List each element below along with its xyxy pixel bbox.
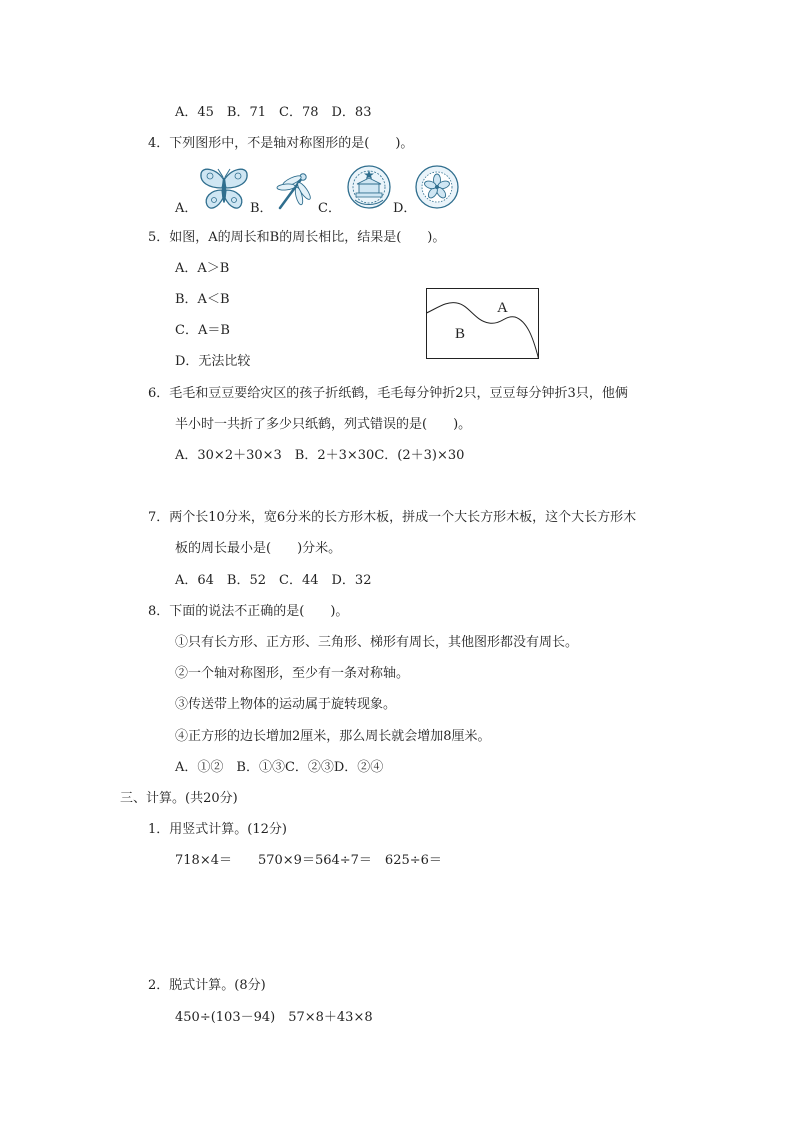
q4-label-a: A． xyxy=(175,201,198,216)
butterfly-icon xyxy=(198,166,250,212)
bauhinia-emblem-icon xyxy=(414,164,460,210)
q5-stem: 5．如图，A的周长和B的周长相比，结果是( )。 xyxy=(148,230,446,245)
q6-options: A．30×2＋30×3 B．2＋3×30C．(2＋3)×30 xyxy=(175,448,465,463)
q5-option-d: D．无法比较 xyxy=(175,354,251,369)
q5-figure xyxy=(425,287,541,361)
national-emblem-icon xyxy=(346,164,392,210)
q3-options: A．45 B．71 C．78 D．83 xyxy=(175,105,372,120)
q6-line2: 半小时一共折了多少只纸鹤，列式错误的是( )。 xyxy=(175,417,472,432)
section3-part2-exprs: 450÷(103－94) 57×8＋43×8 xyxy=(175,1010,373,1025)
dragonfly-icon xyxy=(272,170,312,212)
q8-stem: 8．下面的说法不正确的是( )。 xyxy=(148,604,349,619)
q6-line1: 6．毛毛和豆豆要给灾区的孩子折纸鹤，毛毛每分钟折2只，豆豆每分钟折3只，他俩 xyxy=(148,386,628,401)
q5-option-c: C．A＝B xyxy=(175,323,230,338)
q8-statement-3: ③传送带上物体的运动属于旋转现象。 xyxy=(175,697,397,712)
q5-option-a: A．A＞B xyxy=(175,261,230,276)
section3-title: 三、计算。(共20分) xyxy=(120,791,238,806)
q4-label-c: C． xyxy=(318,201,341,216)
q7-line2: 板的周长最小是( )分米。 xyxy=(175,541,342,556)
section3-part1-title: 1．用竖式计算。(12分) xyxy=(148,822,287,837)
q4-stem: 4．下列图形中，不是轴对称图形的是( )。 xyxy=(148,136,414,151)
q8-statement-2: ②一个轴对称图形，至少有一条对称轴。 xyxy=(175,666,410,681)
q5-label-a: A xyxy=(497,300,508,316)
q7-options: A．64 B．52 C．44 D．32 xyxy=(175,573,372,588)
q8-statement-1: ①只有长方形、正方形、三角形、梯形有周长，其他图形都没有周长。 xyxy=(175,635,579,650)
q4-label-d: D． xyxy=(393,201,417,216)
q7-line1: 7．两个长10分米，宽6分米的长方形木板，拼成一个大长方形木板，这个大长方形木 xyxy=(148,510,637,525)
section3-part1-exprs: 718×4＝ 570×9＝564÷7＝ 625÷6＝ xyxy=(175,853,442,868)
q5-option-b: B．A＜B xyxy=(175,292,230,307)
q8-options: A．①② B．①③C．②③D．②④ xyxy=(175,760,384,775)
q5-label-b: B xyxy=(455,326,466,342)
q4-label-b: B． xyxy=(250,201,273,216)
q8-statement-4: ④正方形的边长增加2厘米，那么周长就会增加8厘米。 xyxy=(175,729,491,744)
section3-part2-title: 2．脱式计算。(8分) xyxy=(148,978,266,993)
